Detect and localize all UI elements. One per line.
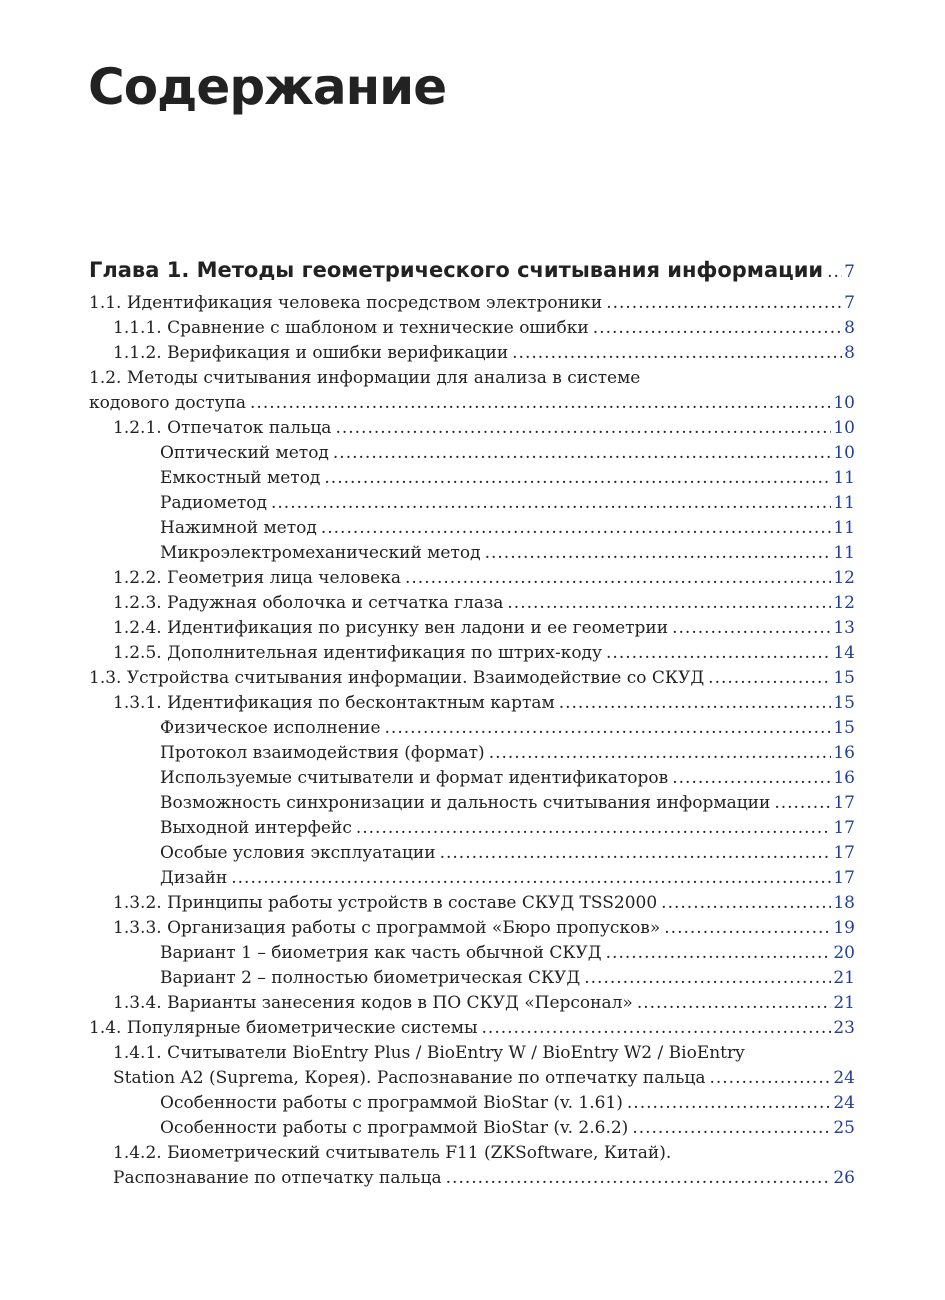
toc-entry-page: 10 <box>833 418 855 438</box>
dot-leader <box>512 343 842 363</box>
toc-entry-title: Физическое исполнение <box>160 718 381 738</box>
dot-leader <box>446 1168 832 1188</box>
toc-entry-page: 7 <box>844 262 855 282</box>
toc-entry-page: 17 <box>833 868 855 888</box>
toc-entry-title: Нажимной метод <box>160 518 317 538</box>
toc-entry-title-line1: 1.2. Методы считывания информации для анализа в системе <box>89 368 641 388</box>
toc-entry-page: 17 <box>833 843 855 863</box>
toc-entry-page: 24 <box>833 1068 855 1088</box>
toc-entry[interactable] <box>0 668 855 693</box>
dot-leader <box>606 943 832 963</box>
toc-entry-page: 25 <box>833 1118 855 1138</box>
dot-leader <box>507 593 831 613</box>
toc-entry-title: 1.3.2. Принципы работы устройств в составе СКУД TSS2000 <box>113 893 658 913</box>
dot-leader <box>385 718 832 738</box>
toc-entry-title: Station A2 (Suprema, Корея). Распознавание по отпечатку пальца <box>113 1068 706 1088</box>
toc-entry-page: 12 <box>833 593 855 613</box>
toc-entry[interactable] <box>0 1168 855 1193</box>
toc-entry-page: 12 <box>833 568 855 588</box>
toc-entry-title: 1.2.1. Отпечаток пальца <box>113 418 332 438</box>
toc-entry[interactable] <box>0 1068 855 1093</box>
toc-entry-title: 1.3.1. Идентификация по бесконтактным картам <box>113 693 555 713</box>
toc-entry-page: 18 <box>833 893 855 913</box>
toc-entry-page: 21 <box>833 993 855 1013</box>
dot-leader <box>637 993 832 1013</box>
toc-entry-title: Вариант 2 – полностью биометрическая СКУД <box>160 968 581 988</box>
dot-leader <box>356 818 832 838</box>
toc-entry[interactable] <box>0 543 855 568</box>
toc-entry-title: Распознавание по отпечатку пальца <box>113 1168 442 1188</box>
toc-entry-page: 17 <box>833 818 855 838</box>
toc-entry-page: 10 <box>833 443 855 463</box>
toc-entry-title: Оптический метод <box>160 443 329 463</box>
dot-leader <box>606 643 831 663</box>
dot-leader <box>672 618 831 638</box>
toc-entry[interactable] <box>0 718 855 743</box>
toc-entry[interactable] <box>0 643 855 668</box>
toc-entry-title: Выходной интерфейс <box>160 818 352 838</box>
toc-entry[interactable] <box>0 618 855 643</box>
toc-entry-page: 15 <box>833 693 855 713</box>
toc-entry-page: 11 <box>833 468 855 488</box>
toc-entry-page: 11 <box>833 493 855 513</box>
toc-entry-page: 10 <box>833 393 855 413</box>
dot-leader <box>606 293 842 313</box>
toc-entry[interactable] <box>0 493 855 518</box>
dot-leader <box>321 518 832 538</box>
toc-entry-title: Используемые считыватели и формат идентификаторов <box>160 768 669 788</box>
toc-entry[interactable] <box>0 918 855 943</box>
dot-leader <box>482 1018 832 1038</box>
dot-leader <box>774 793 831 813</box>
dot-leader <box>405 568 831 588</box>
toc-entry-title-line1: 1.4.1. Считыватели BioEntry Plus / BioEntry W / BioEntry W2 / BioEntry <box>113 1043 745 1063</box>
page-title: Содержание <box>88 58 447 116</box>
toc-entry[interactable] <box>0 818 855 843</box>
toc-entry[interactable] <box>0 293 855 318</box>
toc-entry-title: Микроэлектромеханический метод <box>160 543 481 563</box>
toc-entry[interactable] <box>0 868 855 893</box>
toc-entry-page: 11 <box>833 518 855 538</box>
toc-entry-title: 1.3.3. Организация работы с программой «Бюро пропусков» <box>113 918 661 938</box>
dot-leader <box>709 1068 831 1088</box>
toc-entry[interactable] <box>0 593 855 618</box>
toc-entry-page: 13 <box>833 618 855 638</box>
toc-entry-page: 14 <box>833 643 855 663</box>
toc-entry-page: 23 <box>833 1018 855 1038</box>
toc-entry[interactable] <box>0 393 855 418</box>
toc-entry-title: Дизайн <box>160 868 228 888</box>
toc-entry[interactable] <box>0 343 855 368</box>
dot-leader <box>584 968 831 988</box>
toc-entry[interactable] <box>0 468 855 493</box>
dot-leader <box>593 318 842 338</box>
toc-entry-title: 1.1.2. Верификация и ошибки верификации <box>113 343 509 363</box>
dot-leader <box>708 668 831 688</box>
toc-entry-title: Протокол взаимодействия (формат) <box>160 743 485 763</box>
toc-entry[interactable] <box>0 1093 855 1118</box>
toc-entry-page: 7 <box>844 293 855 313</box>
toc-entry-page: 15 <box>833 718 855 738</box>
toc-entry-title: Особенности работы с программой BioStar (v. 2.6.2) <box>160 1118 629 1138</box>
dot-leader <box>335 418 831 438</box>
toc-entry-page: 8 <box>844 318 855 338</box>
toc-entry-title: 1.2.4. Идентификация по рисунку вен ладони и ее геометрии <box>113 618 669 638</box>
dot-leader <box>324 468 831 488</box>
toc-entry[interactable] <box>0 793 855 818</box>
toc-entry-title: 1.3.4. Варианты занесения кодов в ПО СКУД «Персонал» <box>113 993 633 1013</box>
toc-entry-title: 1.4. Популярные биометрические системы <box>89 1018 478 1038</box>
toc-entry-page: 21 <box>833 968 855 988</box>
toc-entry-title: Особенности работы с программой BioStar (v. 1.61) <box>160 1093 623 1113</box>
toc-entry-title-line1: 1.4.2. Биометрический считыватель F11 (ZKSoftware, Китай). <box>113 1143 672 1163</box>
dot-leader <box>559 693 832 713</box>
toc-entry-title: 1.2.5. Дополнительная идентификация по штрих-коду <box>113 643 603 663</box>
toc-entry-title: Радиометод <box>160 493 267 513</box>
toc-entry[interactable] <box>0 768 855 793</box>
toc-entry-title: 1.2.2. Геометрия лица человека <box>113 568 401 588</box>
toc-entry-title: Вариант 1 – биометрия как часть обычной СКУД <box>160 943 602 963</box>
toc-entry[interactable] <box>0 968 855 993</box>
toc-entry-title: 1.1.1. Сравнение с шаблоном и технические ошибки <box>113 318 589 338</box>
toc-entry[interactable] <box>0 518 855 543</box>
dot-leader <box>271 493 831 513</box>
dot-leader <box>661 893 831 913</box>
toc-entry-page: 20 <box>833 943 855 963</box>
toc-entry-page: 15 <box>833 668 855 688</box>
toc-entry-title: кодового доступа <box>89 393 247 413</box>
toc-entry-page: 19 <box>833 918 855 938</box>
dot-leader <box>664 918 831 938</box>
dot-leader <box>333 443 831 463</box>
toc-entry-page: 16 <box>833 768 855 788</box>
toc-entry[interactable] <box>0 418 855 443</box>
toc-entry[interactable] <box>0 893 855 918</box>
toc-entry-title: Особые условия эксплуатации <box>160 843 436 863</box>
dot-leader <box>485 543 832 563</box>
toc-entry-page: 26 <box>833 1168 855 1188</box>
dot-leader <box>440 843 832 863</box>
toc-entry-page: 11 <box>833 543 855 563</box>
toc-entry-title: Емкостный метод <box>160 468 321 488</box>
toc-entry-title: Глава 1. Методы геометрического считывания информации <box>89 258 824 282</box>
dot-leader <box>827 262 842 282</box>
toc-entry-page: 16 <box>833 743 855 763</box>
toc-entry[interactable] <box>0 318 855 343</box>
toc-entry-chapter-1[interactable] <box>0 258 855 288</box>
toc-entry-title: 1.1. Идентификация человека посредством электроники <box>89 293 603 313</box>
dot-leader <box>672 768 831 788</box>
toc-entry[interactable] <box>0 843 855 868</box>
toc-entry-page: 24 <box>833 1093 855 1113</box>
toc-entry[interactable] <box>0 693 855 718</box>
toc-entry-page: 17 <box>833 793 855 813</box>
toc-entry[interactable] <box>0 443 855 468</box>
toc-entry-title: 1.3. Устройства считывания информации. Взаимодействие со СКУД <box>89 668 705 688</box>
toc-entry-title: Возможность синхронизации и дальность считывания информации <box>160 793 771 813</box>
toc-entry[interactable] <box>0 1118 855 1143</box>
dot-leader <box>627 1093 831 1113</box>
toc-entry[interactable] <box>0 743 855 768</box>
dot-leader <box>231 868 831 888</box>
toc-entry-page: 8 <box>844 343 855 363</box>
dot-leader <box>632 1118 831 1138</box>
dot-leader <box>250 393 831 413</box>
toc-entry[interactable] <box>0 993 855 1018</box>
dot-leader <box>489 743 832 763</box>
toc-entry-title: 1.2.3. Радужная оболочка и сетчатка глаза <box>113 593 504 613</box>
toc-entry[interactable] <box>0 943 855 968</box>
toc-entry[interactable] <box>0 1018 855 1043</box>
toc-entry[interactable] <box>0 568 855 593</box>
